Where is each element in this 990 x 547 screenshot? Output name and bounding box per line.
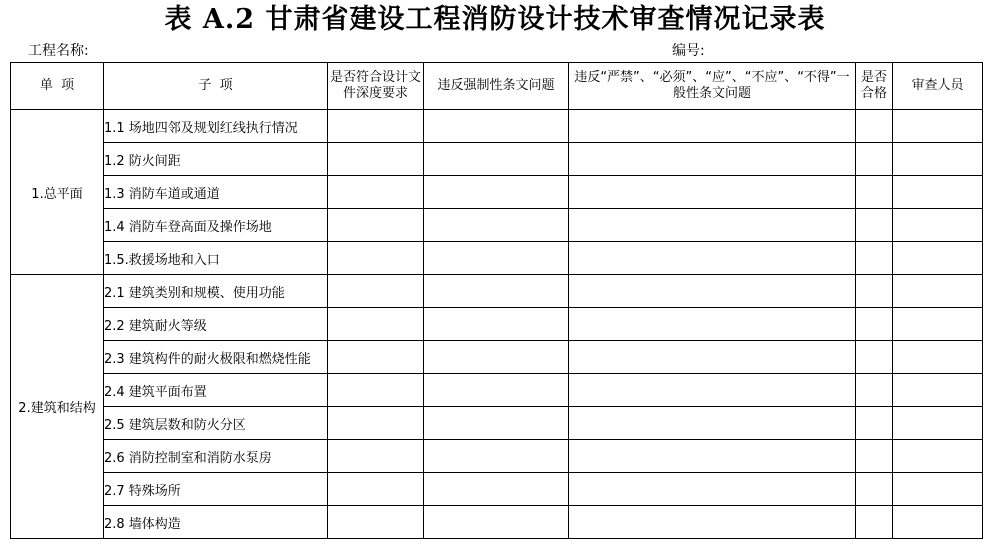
table-row [11,506,983,539]
general-cell[interactable] [569,308,856,341]
reviewer-cell[interactable] [893,440,983,473]
general-cell[interactable] [569,143,856,176]
subitem-cell: 1.1 场地四邻及规划红线执行情况 [104,110,328,143]
reviewer-cell[interactable] [893,473,983,506]
table-row [11,341,983,374]
qualified-cell[interactable] [856,308,893,341]
header-depth: 是否符合设计文件深度要求 [328,63,424,110]
mandatory-cell[interactable] [424,341,569,374]
header-qualified: 是否合格 [856,63,893,110]
depth-cell[interactable] [328,440,424,473]
qualified-cell[interactable] [856,506,893,539]
subitem-cell: 2.3 建筑构件的耐火极限和燃烧性能 [104,341,328,374]
general-cell[interactable] [569,176,856,209]
reviewer-cell[interactable] [893,209,983,242]
reviewer-cell[interactable] [893,143,983,176]
subitem-cell: 1.4 消防车登高面及操作场地 [104,209,328,242]
qualified-cell[interactable] [856,440,893,473]
general-cell[interactable] [569,374,856,407]
qualified-cell[interactable] [856,473,893,506]
depth-cell[interactable] [328,176,424,209]
table-row [11,308,983,341]
depth-cell[interactable] [328,407,424,440]
mandatory-cell[interactable] [424,242,569,275]
reviewer-cell[interactable] [893,176,983,209]
reviewer-cell[interactable] [893,341,983,374]
depth-cell[interactable] [328,308,424,341]
mandatory-cell[interactable] [424,143,569,176]
general-cell[interactable] [569,473,856,506]
qualified-cell[interactable] [856,242,893,275]
reviewer-cell[interactable] [893,275,983,308]
mandatory-cell[interactable] [424,473,569,506]
reviewer-cell[interactable] [893,308,983,341]
depth-cell[interactable] [328,275,424,308]
general-cell[interactable] [569,275,856,308]
depth-cell[interactable] [328,374,424,407]
subitem-cell: 2.7 特殊场所 [104,473,328,506]
table-row [11,440,983,473]
mandatory-cell[interactable] [424,176,569,209]
qualified-cell[interactable] [856,110,893,143]
subitem-cell: 2.1 建筑类别和规模、使用功能 [104,275,328,308]
mandatory-cell[interactable] [424,374,569,407]
mandatory-cell[interactable] [424,275,569,308]
header-row [11,63,983,110]
header-mandatory: 违反强制性条文问题 [424,63,569,110]
general-cell[interactable] [569,440,856,473]
subitem-cell: 2.4 建筑平面布置 [104,374,328,407]
qualified-cell[interactable] [856,374,893,407]
general-cell[interactable] [569,110,856,143]
table-row [11,143,983,176]
general-cell[interactable] [569,506,856,539]
header-unit: 单 项 [11,63,104,110]
subitem-cell: 2.8 墙体构造 [104,506,328,539]
header-general: 违反“严禁”、“必须”、“应”、“不应”、“不得”一般性条文问题 [569,63,856,110]
reviewer-cell[interactable] [893,242,983,275]
subitem-cell: 1.3 消防车道或通道 [104,176,328,209]
subitem-cell: 1.5.救援场地和入口 [104,242,328,275]
mandatory-cell[interactable] [424,506,569,539]
number-label: 编号: [672,43,705,59]
depth-cell[interactable] [328,341,424,374]
reviewer-cell[interactable] [893,374,983,407]
mandatory-cell[interactable] [424,110,569,143]
qualified-cell[interactable] [856,275,893,308]
subitem-cell: 1.2 防火间距 [104,143,328,176]
mandatory-cell[interactable] [424,407,569,440]
qualified-cell[interactable] [856,407,893,440]
qualified-cell[interactable] [856,209,893,242]
table-row [11,473,983,506]
depth-cell[interactable] [328,110,424,143]
reviewer-cell[interactable] [893,110,983,143]
general-cell[interactable] [569,341,856,374]
general-cell[interactable] [569,407,856,440]
subitem-cell: 2.6 消防控制室和消防水泵房 [104,440,328,473]
qualified-cell[interactable] [856,143,893,176]
reviewer-cell[interactable] [893,506,983,539]
general-cell[interactable] [569,209,856,242]
subitem-cell: 2.2 建筑耐火等级 [104,308,328,341]
header-reviewer: 审查人员 [893,63,983,110]
depth-cell[interactable] [328,209,424,242]
table-row [11,110,983,143]
mandatory-cell[interactable] [424,209,569,242]
general-cell[interactable] [569,242,856,275]
table-row [11,407,983,440]
depth-cell[interactable] [328,473,424,506]
reviewer-cell[interactable] [893,407,983,440]
table-row [11,242,983,275]
qualified-cell[interactable] [856,341,893,374]
depth-cell[interactable] [328,242,424,275]
table-row [11,209,983,242]
unit-cell: 1.总平面 [11,110,104,275]
mandatory-cell[interactable] [424,440,569,473]
subitem-cell: 2.5 建筑层数和防火分区 [104,407,328,440]
depth-cell[interactable] [328,143,424,176]
mandatory-cell[interactable] [424,308,569,341]
depth-cell[interactable] [328,506,424,539]
page-title: 表 A.2 甘肃省建设工程消防设计技术审查情况记录表 [164,4,826,35]
table-row [11,176,983,209]
qualified-cell[interactable] [856,176,893,209]
header-subitem: 子 项 [104,63,328,110]
table-row [11,275,983,308]
review-record-table [10,62,983,539]
unit-cell: 2.建筑和结构 [11,275,104,539]
project-name-label: 工程名称: [28,43,89,59]
table-row [11,374,983,407]
